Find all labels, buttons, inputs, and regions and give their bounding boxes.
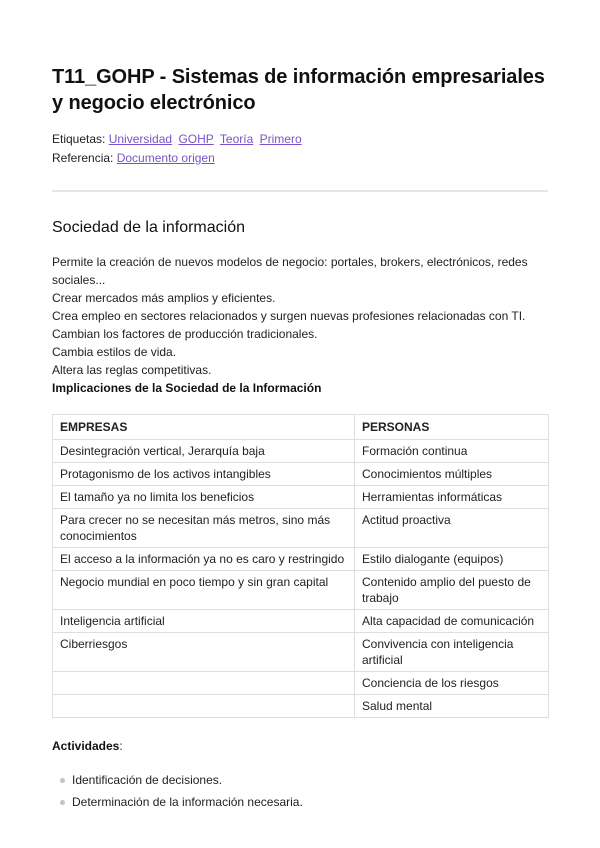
- table-row: [53, 672, 549, 695]
- section-heading: Sociedad de la información: [52, 219, 246, 236]
- reference-link[interactable]: Documento origen: [116, 151, 215, 165]
- table-cell: Estilo dialogante (equipos): [355, 548, 549, 571]
- table-cell: Protagonismo de los activos intangibles: [53, 463, 355, 486]
- table-cell: Salud mental: [355, 695, 549, 718]
- table-cell: Para crecer no se necesitan más metros, sino más conocimientos: [53, 509, 355, 548]
- table-cell: Inteligencia artificial: [53, 610, 355, 633]
- list-item-text: Identificación de decisiones.: [72, 773, 223, 787]
- table-cell: Actitud proactiva: [355, 509, 549, 548]
- list-item-text: Determinación de la información necesaria.: [72, 795, 303, 809]
- table-row: [53, 440, 549, 463]
- activities-list: [52, 769, 548, 813]
- tag-link-primero[interactable]: Primero: [259, 132, 302, 146]
- column-header-personas: PERSONAS: [355, 415, 549, 440]
- reference-row: [52, 149, 548, 168]
- table-cell: Alta capacidad de comunicación: [355, 610, 549, 633]
- tags-label: Etiquetas:: [52, 132, 106, 146]
- table-header-row: [53, 415, 549, 440]
- list-item: [52, 791, 548, 813]
- table-caption: Implicaciones de la Sociedad de la Información: [52, 381, 322, 395]
- table-cell: Formación continua: [355, 440, 549, 463]
- paragraph-line: Permite la creación de nuevos modelos de negocio: portales, brokers, electrónicos, redes sociales...: [52, 255, 528, 287]
- table-cell: Contenido amplio del puesto de trabajo: [355, 571, 549, 610]
- tags-row: [52, 130, 548, 149]
- table-cell: Conciencia de los riesgos: [355, 672, 549, 695]
- table-row: [53, 695, 549, 718]
- document-meta: [52, 130, 548, 168]
- table-row: [53, 463, 549, 486]
- table-cell: Conocimientos múltiples: [355, 463, 549, 486]
- table-row: [53, 548, 549, 571]
- table-cell: [53, 672, 355, 695]
- table-row: [53, 633, 549, 672]
- activities-colon: :: [119, 739, 123, 753]
- reference-label: Referencia:: [52, 151, 114, 165]
- tag-link-universidad[interactable]: Universidad: [108, 132, 173, 146]
- tag-link-gohp[interactable]: GOHP: [178, 132, 214, 146]
- paragraph-line: Altera las reglas competitivas.: [52, 363, 212, 377]
- table-cell: Herramientas informáticas: [355, 486, 549, 509]
- table-cell: Ciberriesgos: [53, 633, 355, 672]
- table-cell: Desintegración vertical, Jerarquía baja: [53, 440, 355, 463]
- header-divider: [52, 190, 548, 192]
- page-title: T11_GOHP - Sistemas de información empresariales y negocio electrónico: [52, 66, 545, 114]
- table-cell: Negocio mundial en poco tiempo y sin gran capital: [53, 571, 355, 610]
- paragraph-line: Crea empleo en sectores relacionados y surgen nuevas profesiones relacionadas con TI.: [52, 309, 526, 323]
- table-cell: Convivencia con inteligencia artificial: [355, 633, 549, 672]
- bullet-icon: [60, 800, 65, 805]
- section-paragraph: [52, 253, 548, 397]
- paragraph-line: Crear mercados más amplios y eficientes.: [52, 291, 276, 305]
- implications-table: [52, 414, 549, 718]
- table-cell: El acceso a la información ya no es caro y restringido: [53, 548, 355, 571]
- paragraph-line: Cambia estilos de vida.: [52, 345, 177, 359]
- list-item: [52, 769, 548, 791]
- table-row: [53, 610, 549, 633]
- column-header-empresas: EMPRESAS: [53, 415, 355, 440]
- table-row: [53, 509, 549, 548]
- table-cell: [53, 695, 355, 718]
- table-cell: El tamaño ya no limita los beneficios: [53, 486, 355, 509]
- table-row: [53, 486, 549, 509]
- table-row: [53, 571, 549, 610]
- activities-label: Actividades: [52, 739, 120, 753]
- bullet-icon: [60, 778, 65, 783]
- tag-link-teoria[interactable]: Teoría: [219, 132, 254, 146]
- activities-label-row: [52, 737, 548, 755]
- paragraph-line: Cambian los factores de producción tradicionales.: [52, 327, 318, 341]
